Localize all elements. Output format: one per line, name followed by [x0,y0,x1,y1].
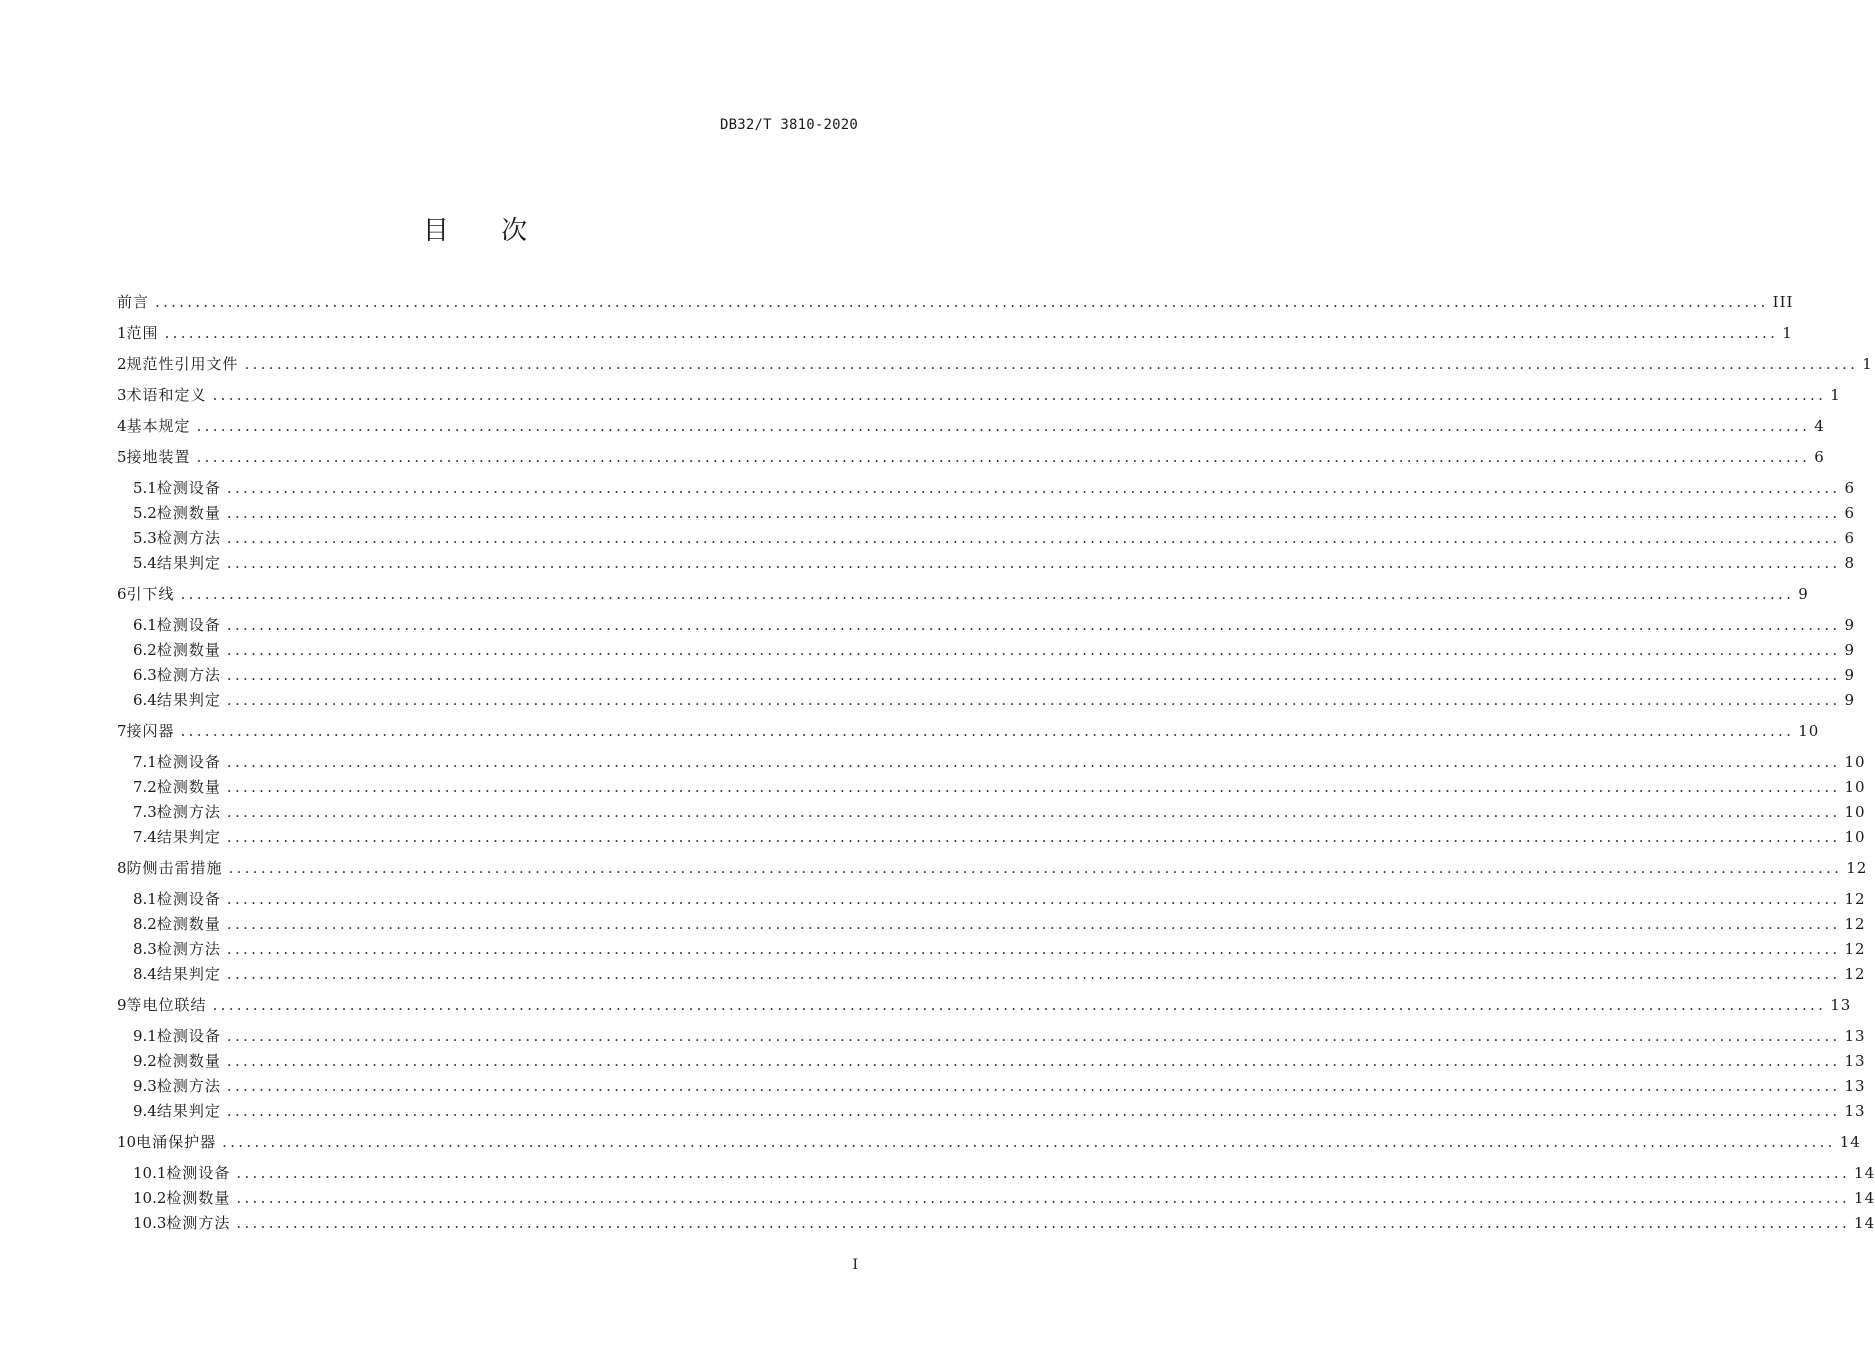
toc-entry[interactable] [117,718,1820,743]
dot-leader: ........................................................................................................................................................................................................ [226,827,1841,846]
toc-entry-number: 6.2 [133,640,157,659]
toc-entry-number: 6 [117,584,127,603]
toc-entry-page: 10 [1844,777,1866,796]
toc-entry-page: 10 [1844,827,1866,846]
dot-leader: ........................................................................................................................................................................................................ [236,1163,1851,1182]
toc-entry-title: 前言 [117,293,150,311]
toc-entry[interactable] [117,992,1852,1017]
toc-entry-title: 检测数量 [166,1189,231,1207]
dot-leader: ........................................................................................................................................................................................................ [226,752,1841,771]
toc-entry-page: 10 [1844,752,1866,771]
page-title: 目 次 [422,216,550,246]
toc-entry-page: 10 [1798,721,1820,740]
dot-leader: ........................................................................................................................................................................................................ [226,802,1841,821]
dot-leader: ........................................................................................................................................................................................................ [196,416,1811,435]
toc-entry-title: 结果判定 [156,1102,221,1120]
toc-entry[interactable] [117,351,1873,376]
toc-entry-page: 10 [1844,802,1866,821]
toc-entry[interactable] [117,581,1809,606]
dot-leader: ........................................................................................................................................................................................................ [226,615,1841,634]
toc-entry-title: 检测数量 [156,1052,221,1070]
dot-leader: ........................................................................................................................................................................................................ [164,323,1779,342]
toc-entry-number: 7 [117,721,127,740]
toc-entry-page: 1 [1782,323,1793,342]
toc-entry-page: 8 [1844,553,1856,572]
toc-entry-title: 检测方法 [156,940,221,958]
toc-entry-page: 14 [1854,1213,1875,1232]
toc-entry[interactable] [117,637,1856,662]
toc-entry-number: 9.3 [133,1076,157,1095]
toc-entry[interactable] [117,444,1825,469]
toc-entry-page: 13 [1844,1101,1866,1120]
toc-entry-number: 10.1 [133,1163,167,1182]
toc-entry-number: 8 [117,858,127,877]
toc-entry-number: 9 [117,995,127,1014]
toc-entry[interactable] [117,289,1794,314]
toc-entry-number: 8.4 [133,964,157,983]
toc-entry[interactable] [117,1098,1866,1123]
dot-leader: ........................................................................................................................................................................................................ [226,939,1841,958]
toc-entry-title: 等电位联结 [126,996,207,1014]
toc-entry-number: 4 [117,416,127,435]
toc-entry-page: 12 [1846,858,1868,877]
toc-entry[interactable] [117,525,1856,550]
toc-entry[interactable] [117,687,1856,712]
toc-entry-page: III [1772,292,1794,311]
toc-entry[interactable] [117,855,1868,880]
toc-entry-number: 9.2 [133,1051,157,1070]
toc-entry[interactable] [117,550,1856,575]
toc-entry-page: 12 [1844,914,1866,933]
dot-leader: ........................................................................................................................................................................................................ [226,1051,1841,1070]
toc-entry-title: 检测方法 [156,666,221,684]
toc-entry-number: 9.1 [133,1026,157,1045]
dot-leader: ........................................................................................................................................................................................................ [226,553,1841,572]
toc-entry[interactable] [117,961,1866,986]
dot-leader: ........................................................................................................................................................................................................ [226,690,1841,709]
dot-leader: ........................................................................................................................................................................................................ [236,1188,1851,1207]
dot-leader: ........................................................................................................................................................................................................ [212,995,1827,1014]
toc-entry-number: 5.2 [133,503,157,522]
dot-leader: ........................................................................................................................................................................................................ [226,964,1841,983]
toc-entry-number: 8.1 [133,889,157,908]
toc-entry[interactable] [117,911,1866,936]
toc-entry-title: 检测数量 [156,504,221,522]
dot-leader: ........................................................................................................................................................................................................ [222,1132,1836,1151]
toc-entry-number: 10 [117,1132,137,1151]
toc-entry-title: 接闪器 [126,722,175,740]
dot-leader: ........................................................................................................................................................................................................ [228,858,1843,877]
toc-entry[interactable] [117,936,1866,961]
dot-leader: ........................................................................................................................................................................................................ [244,354,1859,373]
toc-entry-page: 12 [1844,939,1866,958]
toc-entry-page: 1 [1830,385,1841,404]
toc-entry[interactable] [117,1129,1861,1154]
toc-entry-page: 6 [1814,447,1825,466]
toc-entry[interactable] [117,749,1866,774]
toc-entry-title: 检测方法 [156,529,221,547]
toc-entry-number: 8.3 [133,939,157,958]
toc-entry-title: 检测方法 [156,803,221,821]
toc-entry-page: 13 [1844,1051,1866,1070]
toc-entry-page: 6 [1844,478,1856,497]
toc-entry[interactable] [117,774,1866,799]
toc-entry-title: 结果判定 [156,965,221,983]
toc-entry-number: 3 [117,385,127,404]
toc-entry-number: 9.4 [133,1101,157,1120]
toc-entry[interactable] [117,1073,1866,1098]
toc-entry-title: 规范性引用文件 [126,355,239,373]
toc-entry-title: 检测设备 [156,1027,221,1045]
toc-entry[interactable] [117,382,1841,407]
toc-entry-title: 接地装置 [126,448,191,466]
toc-entry-number: 5.4 [133,553,157,572]
toc-entry-title: 检测数量 [156,641,221,659]
toc-entry-title: 结果判定 [156,554,221,572]
dot-leader: ........................................................................................................................................................................................................ [196,447,1811,466]
toc-entry-page: 13 [1844,1026,1866,1045]
toc-entry-page: 14 [1854,1163,1875,1182]
toc-entry-title: 基本规定 [126,417,191,435]
toc-entry-title: 检测设备 [156,890,221,908]
dot-leader: ........................................................................................................................................................................................................ [236,1213,1851,1232]
toc-entry-page: 12 [1844,889,1866,908]
toc-entry-number: 5 [117,447,127,466]
toc-entry-title: 防侧击雷措施 [126,859,223,877]
toc-entry-page: 4 [1814,416,1825,435]
toc-entry[interactable] [117,1185,1875,1210]
page-number: I [852,1257,858,1273]
toc-entry-title: 结果判定 [156,828,221,846]
toc-entry-number: 5.1 [133,478,157,497]
dot-leader: ........................................................................................................................................................................................................ [226,1076,1841,1095]
toc-entry[interactable] [117,1048,1866,1073]
toc-entry-number: 5.3 [133,528,157,547]
dot-leader: ........................................................................................................................................................................................................ [226,889,1841,908]
toc-entry-number: 7.2 [133,777,157,796]
dot-leader: ........................................................................................................................................................................................................ [226,503,1841,522]
toc-entry-number: 1 [117,323,127,342]
dot-leader: ........................................................................................................................................................................................................ [180,721,1795,740]
toc-entry-title: 检测数量 [156,915,221,933]
toc-entry[interactable] [117,500,1856,525]
toc-entry-page: 14 [1854,1188,1875,1207]
toc-entry-page: 9 [1798,584,1809,603]
toc-entry[interactable] [117,320,1793,345]
toc-entry-number: 2 [117,354,127,373]
dot-leader: ........................................................................................................................................................................................................ [226,665,1841,684]
toc-entry-page: 12 [1844,964,1866,983]
toc-entry-title: 检测设备 [156,479,221,497]
toc-entry-page: 14 [1839,1132,1861,1151]
dot-leader: ........................................................................................................................................................................................................ [226,1026,1841,1045]
toc-entry[interactable] [117,1160,1875,1185]
dot-leader: ........................................................................................................................................................................................................ [226,528,1841,547]
toc-entry-title: 引下线 [126,585,175,603]
dot-leader: ........................................................................................................................................................................................................ [226,640,1841,659]
toc-entry[interactable] [117,799,1866,824]
dot-leader: ........................................................................................................................................................................................................ [226,914,1841,933]
toc-entry-number: 7.4 [133,827,157,846]
toc-entry-title: 检测方法 [156,1077,221,1095]
dot-leader: ........................................................................................................................................................................................................ [180,584,1795,603]
toc-entry-title: 术语和定义 [126,386,207,404]
toc-entry-number: 6.4 [133,690,157,709]
toc-entry[interactable] [117,1023,1866,1048]
toc-entry-title: 检测设备 [156,616,221,634]
toc-entry[interactable] [117,662,1856,687]
table-of-contents [117,289,1875,1235]
toc-entry-number: 8.2 [133,914,157,933]
toc-entry-title: 范围 [126,324,159,342]
toc-entry-number: 6.1 [133,615,157,634]
toc-entry-page: 9 [1844,640,1856,659]
dot-leader: ........................................................................................................................................................................................................ [155,292,1769,311]
toc-entry-title: 检测设备 [156,753,221,771]
toc-entry-number: 10.3 [133,1213,167,1232]
document-code: DB32/T 3810-2020 [719,117,858,133]
toc-entry[interactable] [117,886,1866,911]
dot-leader: ........................................................................................................................................................................................................ [226,777,1841,796]
dot-leader: ........................................................................................................................................................................................................ [212,385,1827,404]
toc-entry[interactable] [117,612,1856,637]
toc-entry[interactable] [117,1210,1875,1235]
toc-entry-title: 检测数量 [156,778,221,796]
toc-entry-number: 7.1 [133,752,157,771]
toc-entry-title: 结果判定 [156,691,221,709]
toc-entry-title: 检测方法 [166,1214,231,1232]
toc-entry-page: 1 [1862,354,1873,373]
toc-entry[interactable] [117,413,1825,438]
dot-leader: ........................................................................................................................................................................................................ [226,1101,1841,1120]
toc-entry-page: 6 [1844,503,1856,522]
toc-entry-title: 电涌保护器 [136,1133,217,1151]
toc-entry[interactable] [117,824,1866,849]
toc-entry-page: 13 [1830,995,1852,1014]
toc-entry-page: 13 [1844,1076,1866,1095]
toc-entry-page: 6 [1844,528,1856,547]
toc-entry-number: 10.2 [133,1188,167,1207]
toc-entry-page: 9 [1844,615,1856,634]
toc-entry-number: 6.3 [133,665,157,684]
toc-entry-page: 9 [1844,665,1856,684]
toc-entry-page: 9 [1844,690,1856,709]
toc-entry-number: 7.3 [133,802,157,821]
toc-entry-title: 检测设备 [166,1164,231,1182]
dot-leader: ........................................................................................................................................................................................................ [226,478,1841,497]
toc-entry[interactable] [117,475,1856,500]
